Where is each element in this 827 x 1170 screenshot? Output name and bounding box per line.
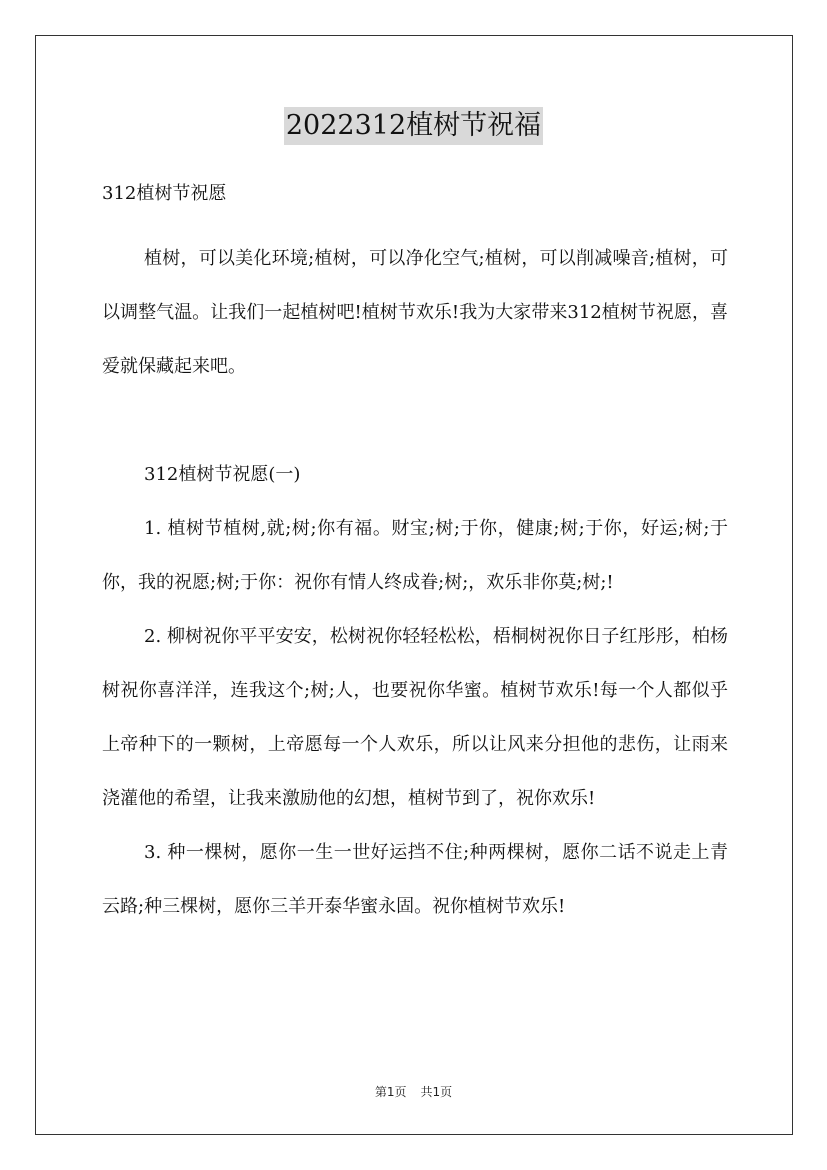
intro-paragraph: 植树，可以美化环境;植树，可以净化空气;植树，可以削减噪音;植树，可以调整气温。让我们一起植树吧!植树节欢乐!我为大家带来312植树节祝愿，喜爱就保藏起来吧。: [102, 248, 728, 377]
page-total: 共1页: [420, 1085, 453, 1099]
page-number: 第1页: [374, 1085, 407, 1099]
document-title: [0, 104, 827, 145]
document-subtitle: 312植树节祝愿: [102, 183, 227, 204]
blessing-item-3: 3. 种一棵树，愿你一生一世好运挡不住;种两棵树，愿你二话不说走上青云路;种三棵树，愿你三羊开泰华蜜永固。祝你植树节欢乐!: [102, 842, 728, 917]
blessing-item-1: 1. 植树节植树,就;树;你有福。财宝;树;于你，健康;树;于你，好运;树;于你，我的祝愿;树;于你：祝你有情人终成眷;树;，欢乐非你莫;树;!: [102, 518, 728, 593]
document-title-text: 2022312植树节祝福: [284, 107, 543, 145]
document-body: [102, 176, 728, 934]
section-heading: 312植树节祝愿(一): [144, 464, 301, 485]
blessing-item-2: 2. 柳树祝你平平安安，松树祝你轻轻松松，梧桐树祝你日子红彤彤，柏杨树祝你喜洋洋，连我这个;树;人，也要祝你华蜜。植树节欢乐!每一个人都似乎上帝种下的一颗树，上帝愿每一个人欢乐，所以让风来分担他的悲伤，让雨来浇灌他的希望，让我来激励他的幻想，植树节到了，祝你欢乐!: [102, 626, 728, 809]
page-footer: [0, 1083, 827, 1100]
